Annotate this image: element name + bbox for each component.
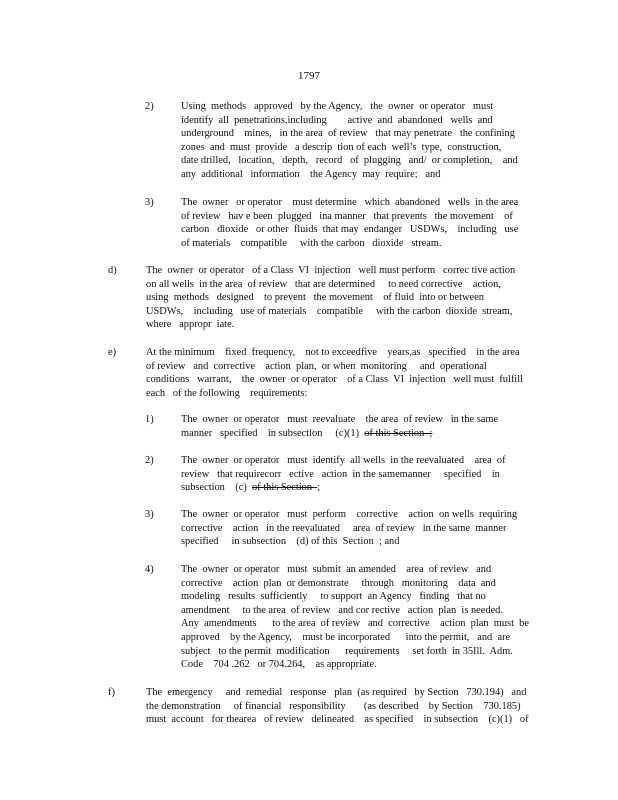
text-line: The owner or operator must determine which abandoned wells in the area [181, 197, 519, 208]
list-marker: 2) [145, 101, 154, 112]
struck-text: of this Section [251, 482, 318, 494]
text-line: date drilled, location, depth, record of plugging and/ or completion, and [181, 155, 518, 167]
paragraph [181, 563, 529, 672]
list-marker: d) [108, 265, 117, 276]
list-item-f [108, 686, 529, 727]
text-line: corrective action plan or demonstrate through monitoring data and [181, 577, 496, 589]
paragraph [146, 264, 515, 332]
text-line: the demonstration of financial responsibility (as described by Section 730.185) [146, 700, 521, 712]
list-item-e-1 [145, 413, 498, 440]
text-line: on all wells in the area of review that are determined to need corrective action, [146, 278, 501, 290]
list-item-e-4 [145, 563, 529, 672]
paragraph [146, 346, 523, 400]
paragraph [181, 508, 517, 549]
text-line: At the minimum fixed frequency, not to exceedfive years,as specified in the area [146, 347, 520, 358]
text-line: The owner or operator of a Class VI injection well must perform correc tive action [146, 265, 516, 276]
list-item-e-2 [145, 454, 506, 495]
paragraph [181, 196, 518, 250]
text-line: underground mines, in the area of review that may penetrate the confining [181, 128, 515, 140]
list-marker: f) [108, 687, 115, 698]
text-line: of review hav e been plugged ina manner that prevents the movement of [181, 210, 513, 222]
list-item-2-penetrations [145, 100, 518, 182]
list-marker: 1) [145, 414, 154, 425]
text-line: amendment to the area of review and cor rective action plan is needed. [181, 604, 503, 616]
text-line: Any amendments to the area of review and corrective action plan must be [181, 618, 529, 630]
text-line: carbon dioxide or other fluids that may endanger USDWs, including use [181, 224, 519, 236]
list-marker: 4) [145, 564, 154, 575]
paragraph [181, 100, 518, 182]
text-line: any additional information the Agency may require; and [181, 168, 441, 180]
page-number: 1797 [298, 70, 320, 82]
text-line: Code 704 .262 or 704.264, as appropriate. [181, 659, 377, 671]
list-marker: 3) [145, 509, 154, 520]
paragraph [146, 686, 529, 727]
list-marker: e) [108, 347, 117, 358]
list-item-e [108, 346, 523, 400]
list-item-d [108, 264, 515, 332]
text-line: corrective action in the reevaluated area of review in the same manner [181, 522, 507, 534]
list-item-e-3 [145, 508, 517, 549]
text-line: identify all penetrations,including active and abandoned wells and [181, 114, 493, 126]
text-line: zones and must provide a descrip tion of each well’s type, construction, [181, 141, 502, 153]
text-line: conditions warrant, the owner or operator of a Class VI injection well must fulfill [146, 374, 523, 386]
list-marker: 3) [145, 197, 154, 208]
text-line: each of the following requirements: [146, 387, 308, 399]
text-line: The owner or operator must perform corrective action on wells requiring [181, 509, 518, 520]
text-line: must account for thearea of review delineated as specified in subsection (c)(1) of [146, 714, 529, 726]
text-line: The owner or operator must submit an amended area of review and [181, 564, 492, 575]
text-line: where appropr iate. [146, 319, 235, 331]
paragraph [181, 454, 506, 495]
paragraph [181, 413, 498, 440]
text-line: USDWs, including use of materials compatible with the carbon dioxide stream, [146, 305, 513, 317]
struck-text: of this Section ; [364, 427, 433, 439]
text: ; [317, 482, 321, 494]
text-line: specified in subsection (d) of this Section ; and [181, 536, 400, 548]
text-line: subject to the permit modification requirements set forth in 35Ill. Adm. [181, 645, 513, 657]
text-line: modeling results sufficiently to support an Agency finding that no [181, 591, 486, 603]
text-line: of review and corrective action plan, or when monitoring and operational [146, 360, 487, 372]
text-line: approved by the Agency, must be incorporated into the permit, and are [181, 631, 511, 643]
list-item-3-abandoned-wells [145, 196, 518, 250]
text: The owner or operator must reevaluate the area of review in the same manner specified in subsection (c)(1) [181, 414, 499, 439]
text: The owner or operator must identify all wells in the reevaluated area of review that requirecorr ective action in the samemanner specified in subsection (c) [181, 455, 506, 494]
list-marker: 2) [145, 455, 154, 466]
text-line: The emergency and remedial response plan (as required by Section 730.194) and [146, 687, 527, 698]
text-line: Using methods approved by the Agency, the owner or operator must [181, 101, 494, 112]
text-line: using methods designed to prevent the movement of fluid into or between [146, 292, 484, 304]
text-line: of materials compatible with the carbon dioxide stream. [181, 237, 442, 249]
